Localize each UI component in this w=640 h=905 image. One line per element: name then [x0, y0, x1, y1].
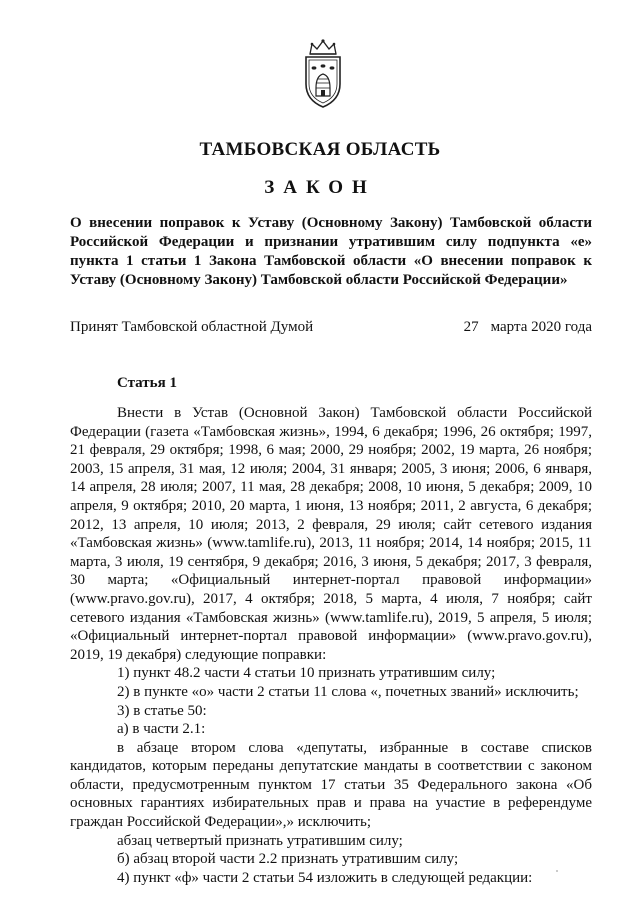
adoption-day: 27 — [463, 319, 479, 335]
list-item: 3) в статье 50: — [117, 702, 207, 719]
tambov-coat-of-arms-icon — [298, 38, 348, 110]
scan-speck — [556, 870, 558, 872]
subparagraph: в абзаце втором слова «депутаты, избранные в составе списков кандидатов, которым переданы депутатские мандаты в соответствии с законом области, предусмотренным пунктом 17 статьи 35 Федерального закона «Об основных гарантиях избирательных прав и права на участие в референдуме граждан Российской Федерации»,» исключить; — [70, 739, 592, 831]
law-title: О внесении поправок к Уставу (Основному Закону) Тамбовской области Российской Федерации и признании утратившим силу подпункта «е» пункта 1 статьи 1 Закона Тамбовской области «О внесении поправок к Уставу (Основному Закону) Тамбовской области Российской Федерации» — [70, 215, 592, 288]
article-heading: Статья 1 — [117, 375, 177, 391]
adoption-line — [70, 319, 592, 339]
list-item: б) абзац второй части 2.2 признать утратившим силу; — [117, 851, 459, 868]
adopted-by: Принят Тамбовской областной Думой — [70, 319, 314, 335]
list-item: а) в части 2.1: — [117, 721, 206, 738]
article-intro: Внести в Устав (Основной Закон) Тамбовской области Российской Федерации (газета «Тамбовская жизнь», 1994, 6 декабря; 1996, 26 октября; 1997, 21 февраля, 29 октября; 1998, 6 мая; 2000, 29 ноября; 2002, 19 марта, 26 ноября; 2003, 15 апреля, 31 мая, 12 июля; 2004, 31 января; 2005, 3 июня; 2006, 6 января, 14 апреля, 28 июля; 2007, 11 мая, 28 декабря; 2008, 10 июня, 5 декабря; 2009, 10 апреля, 9 октября; 2010, 20 марта, 1 июня, 13 ноября; 2011, 2 августа, 6 декабря; 2012, 13 апреля, 10 июля; 2013, 2 февраля, 29 июля; сайт сетевого издания «Тамбовская жизнь» (www.tamlife.ru), 2013, 11 ноября; 2014, 14 ноября; 2015, 11 марта, 3 июля, 19 сентября, 9 декабря; 2016, 3 июня, 5 декабря; 2017, 3 февраля, 30 марта; «Официальный интернет-портал правовой информации» (www.pravo.gov.ru), 2017, 4 октября; 2018, 5 марта, 4 июля, 7 ноября; сайт сетевого издания «Тамбовская жизнь» (www.tamlife.ru), 2019, 5 апреля, 5 июля; «Официальный интернет-портал правовой информации» (www.pravo.gov.ru), 2019, 19 декабря) следующие поправки: — [70, 405, 592, 663]
article-body — [70, 404, 592, 887]
list-item: 1) пункт 48.2 части 4 статьи 10 признать утратившим силу; — [117, 665, 496, 682]
adoption-date — [464, 319, 592, 336]
list-item: 4) пункт «ф» части 2 статьи 54 изложить в следующей редакции: — [117, 869, 533, 886]
region-title: ТАМБОВСКАЯ ОБЛАСТЬ — [199, 139, 441, 160]
document-type: ЗАКОН — [264, 177, 376, 198]
list-item: абзац четвертый признать утратившим силу; — [117, 832, 403, 849]
list-item: 2) в пункте «о» части 2 статьи 11 слова «, почетных званий» исключить; — [117, 683, 579, 700]
adoption-month-year: марта 2020 года — [490, 319, 592, 335]
